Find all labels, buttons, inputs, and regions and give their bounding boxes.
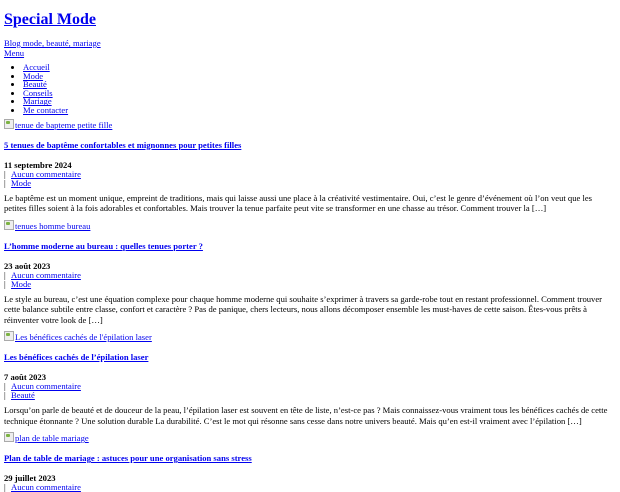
post-category xyxy=(4,391,616,400)
post-meta xyxy=(4,271,616,289)
broken-image-icon xyxy=(4,331,14,341)
post-item xyxy=(4,220,616,326)
post-category-link[interactable]: Beauté xyxy=(11,390,35,401)
main-menu xyxy=(4,63,616,115)
post-date: 29 juillet 2023 xyxy=(4,473,56,484)
menu-link-accueil[interactable]: Accueil xyxy=(23,62,50,72)
post-meta xyxy=(4,170,616,188)
post-excerpt: Le baptême est un moment unique, empreint de traditions, mais qui laisse aussi une place à la créativité vestimentaire. Oui, c’est le genre d’événement où l’on veut que les petites filles soient à la fois adorables et confortables. Mais trouver la tenue parfaite peut vite se transformer en une chasse au trésor. Comment trouver la […] xyxy=(4,192,593,214)
menu-link-beaute[interactable]: Beauté xyxy=(23,79,47,90)
meta-separator: | xyxy=(4,482,6,492)
meta-separator: | xyxy=(4,168,6,179)
post-date: 11 septembre 2024 xyxy=(4,159,72,170)
post-comments-link[interactable]: Aucun commentaire xyxy=(11,269,81,280)
post-comments-link[interactable]: Aucun commentaire xyxy=(11,482,81,492)
post-comments-link[interactable]: Aucun commentaire xyxy=(11,381,81,392)
post-thumbnail-link[interactable] xyxy=(4,331,616,342)
post-category xyxy=(4,280,616,289)
post-category-link[interactable]: Mode xyxy=(11,278,32,289)
post-comments xyxy=(4,170,616,179)
post-list xyxy=(4,119,616,492)
post-title xyxy=(4,352,616,362)
broken-image-icon xyxy=(4,220,14,230)
broken-image-icon xyxy=(4,432,14,442)
post-thumbnail-alt: Les bénéfices cachés de l'épilation laser xyxy=(15,332,152,343)
menu-item-mariage xyxy=(23,97,616,106)
post-category-link[interactable]: Mode xyxy=(11,177,32,188)
menu-link-mariage[interactable]: Mariage xyxy=(23,96,52,107)
meta-separator: | xyxy=(4,390,6,401)
menu-link-conseils[interactable]: Conseils xyxy=(23,87,53,98)
post-meta xyxy=(4,483,616,492)
post-thumbnail-link[interactable] xyxy=(4,220,616,231)
menu-item-contact xyxy=(23,106,616,115)
post-comments xyxy=(4,483,616,492)
post-title-link[interactable]: Plan de table de mariage : astuces pour une organisation sans stress xyxy=(4,453,252,464)
site-title-link[interactable]: Special Mode xyxy=(4,11,96,28)
meta-separator: | xyxy=(4,278,6,289)
post-title-link[interactable]: L’homme moderne au bureau : quelles tenues porter ? xyxy=(4,240,203,251)
menu-item-mode xyxy=(23,72,616,81)
post-title-link[interactable]: Les bénéfices cachés de l’épilation laser xyxy=(4,352,149,363)
meta-separator: | xyxy=(4,177,6,188)
post-item xyxy=(4,432,616,492)
post-excerpt: Le style au bureau, c’est une équation complexe pour chaque homme moderne qui souhaite s’exprimer à travers sa garde-robe tout en restant professionnel. Comment trouver cette balance subtile entre classe, confort et caractère ? Pas de panique, chers lecteurs, nous allons décomposer ensemble les must-haves de cette saison. Êtes-vous prêts à réinventer votre look de […] xyxy=(4,293,603,325)
page xyxy=(0,10,620,492)
menu-item-beaute xyxy=(23,80,616,89)
post-thumbnail-alt: plan de table mariage xyxy=(15,433,89,444)
post-title xyxy=(4,241,616,251)
post-title-link[interactable]: 5 tenues de baptême confortables et mignonnes pour petites filles xyxy=(4,139,242,150)
menu-toggle-button[interactable]: Menu xyxy=(4,48,25,58)
post-meta xyxy=(4,382,616,400)
post-date: 7 août 2023 xyxy=(4,372,47,383)
meta-separator: | xyxy=(4,381,6,392)
menu-item-conseils xyxy=(23,89,616,98)
post-excerpt: Lorsqu’on parle de beauté et de douceur de la peau, l’épilation laser est souvent en tête de liste, n’est-ce pas ? Mais connaissez-vous vraiment tous les bénéfices cachés de cette technique étonnante ? Une solution durable La durabilité. C’est le mot qui résonne sans cesse dans notre univers beauté. Mais qu’en est-il vraiment avec l’épilation […] xyxy=(4,405,608,426)
post-date: 23 août 2023 xyxy=(4,260,51,271)
post-title xyxy=(4,453,616,463)
post-item xyxy=(4,119,616,214)
post-thumbnail-alt: tenues homme bureau xyxy=(15,220,91,231)
post-title xyxy=(4,140,616,150)
site-tagline xyxy=(4,38,616,48)
site-title xyxy=(4,10,616,29)
menu-link-contact[interactable]: Me contacter xyxy=(23,104,69,115)
broken-image-icon xyxy=(4,119,14,129)
post-comments xyxy=(4,271,616,280)
post-thumbnail-link[interactable] xyxy=(4,432,616,443)
post-thumbnail-link[interactable] xyxy=(4,119,616,130)
menu-item-accueil xyxy=(23,63,616,72)
post-comments xyxy=(4,382,616,391)
post-category xyxy=(4,179,616,188)
post-comments-link[interactable]: Aucun commentaire xyxy=(11,168,81,179)
site-tagline-link[interactable]: Blog mode, beauté, mariage xyxy=(4,38,101,48)
meta-separator: | xyxy=(4,269,6,280)
post-item xyxy=(4,331,616,426)
menu-link-mode[interactable]: Mode xyxy=(23,70,44,81)
site-header xyxy=(4,10,616,115)
post-thumbnail-alt: tenue de bapteme petite fille xyxy=(15,119,113,130)
